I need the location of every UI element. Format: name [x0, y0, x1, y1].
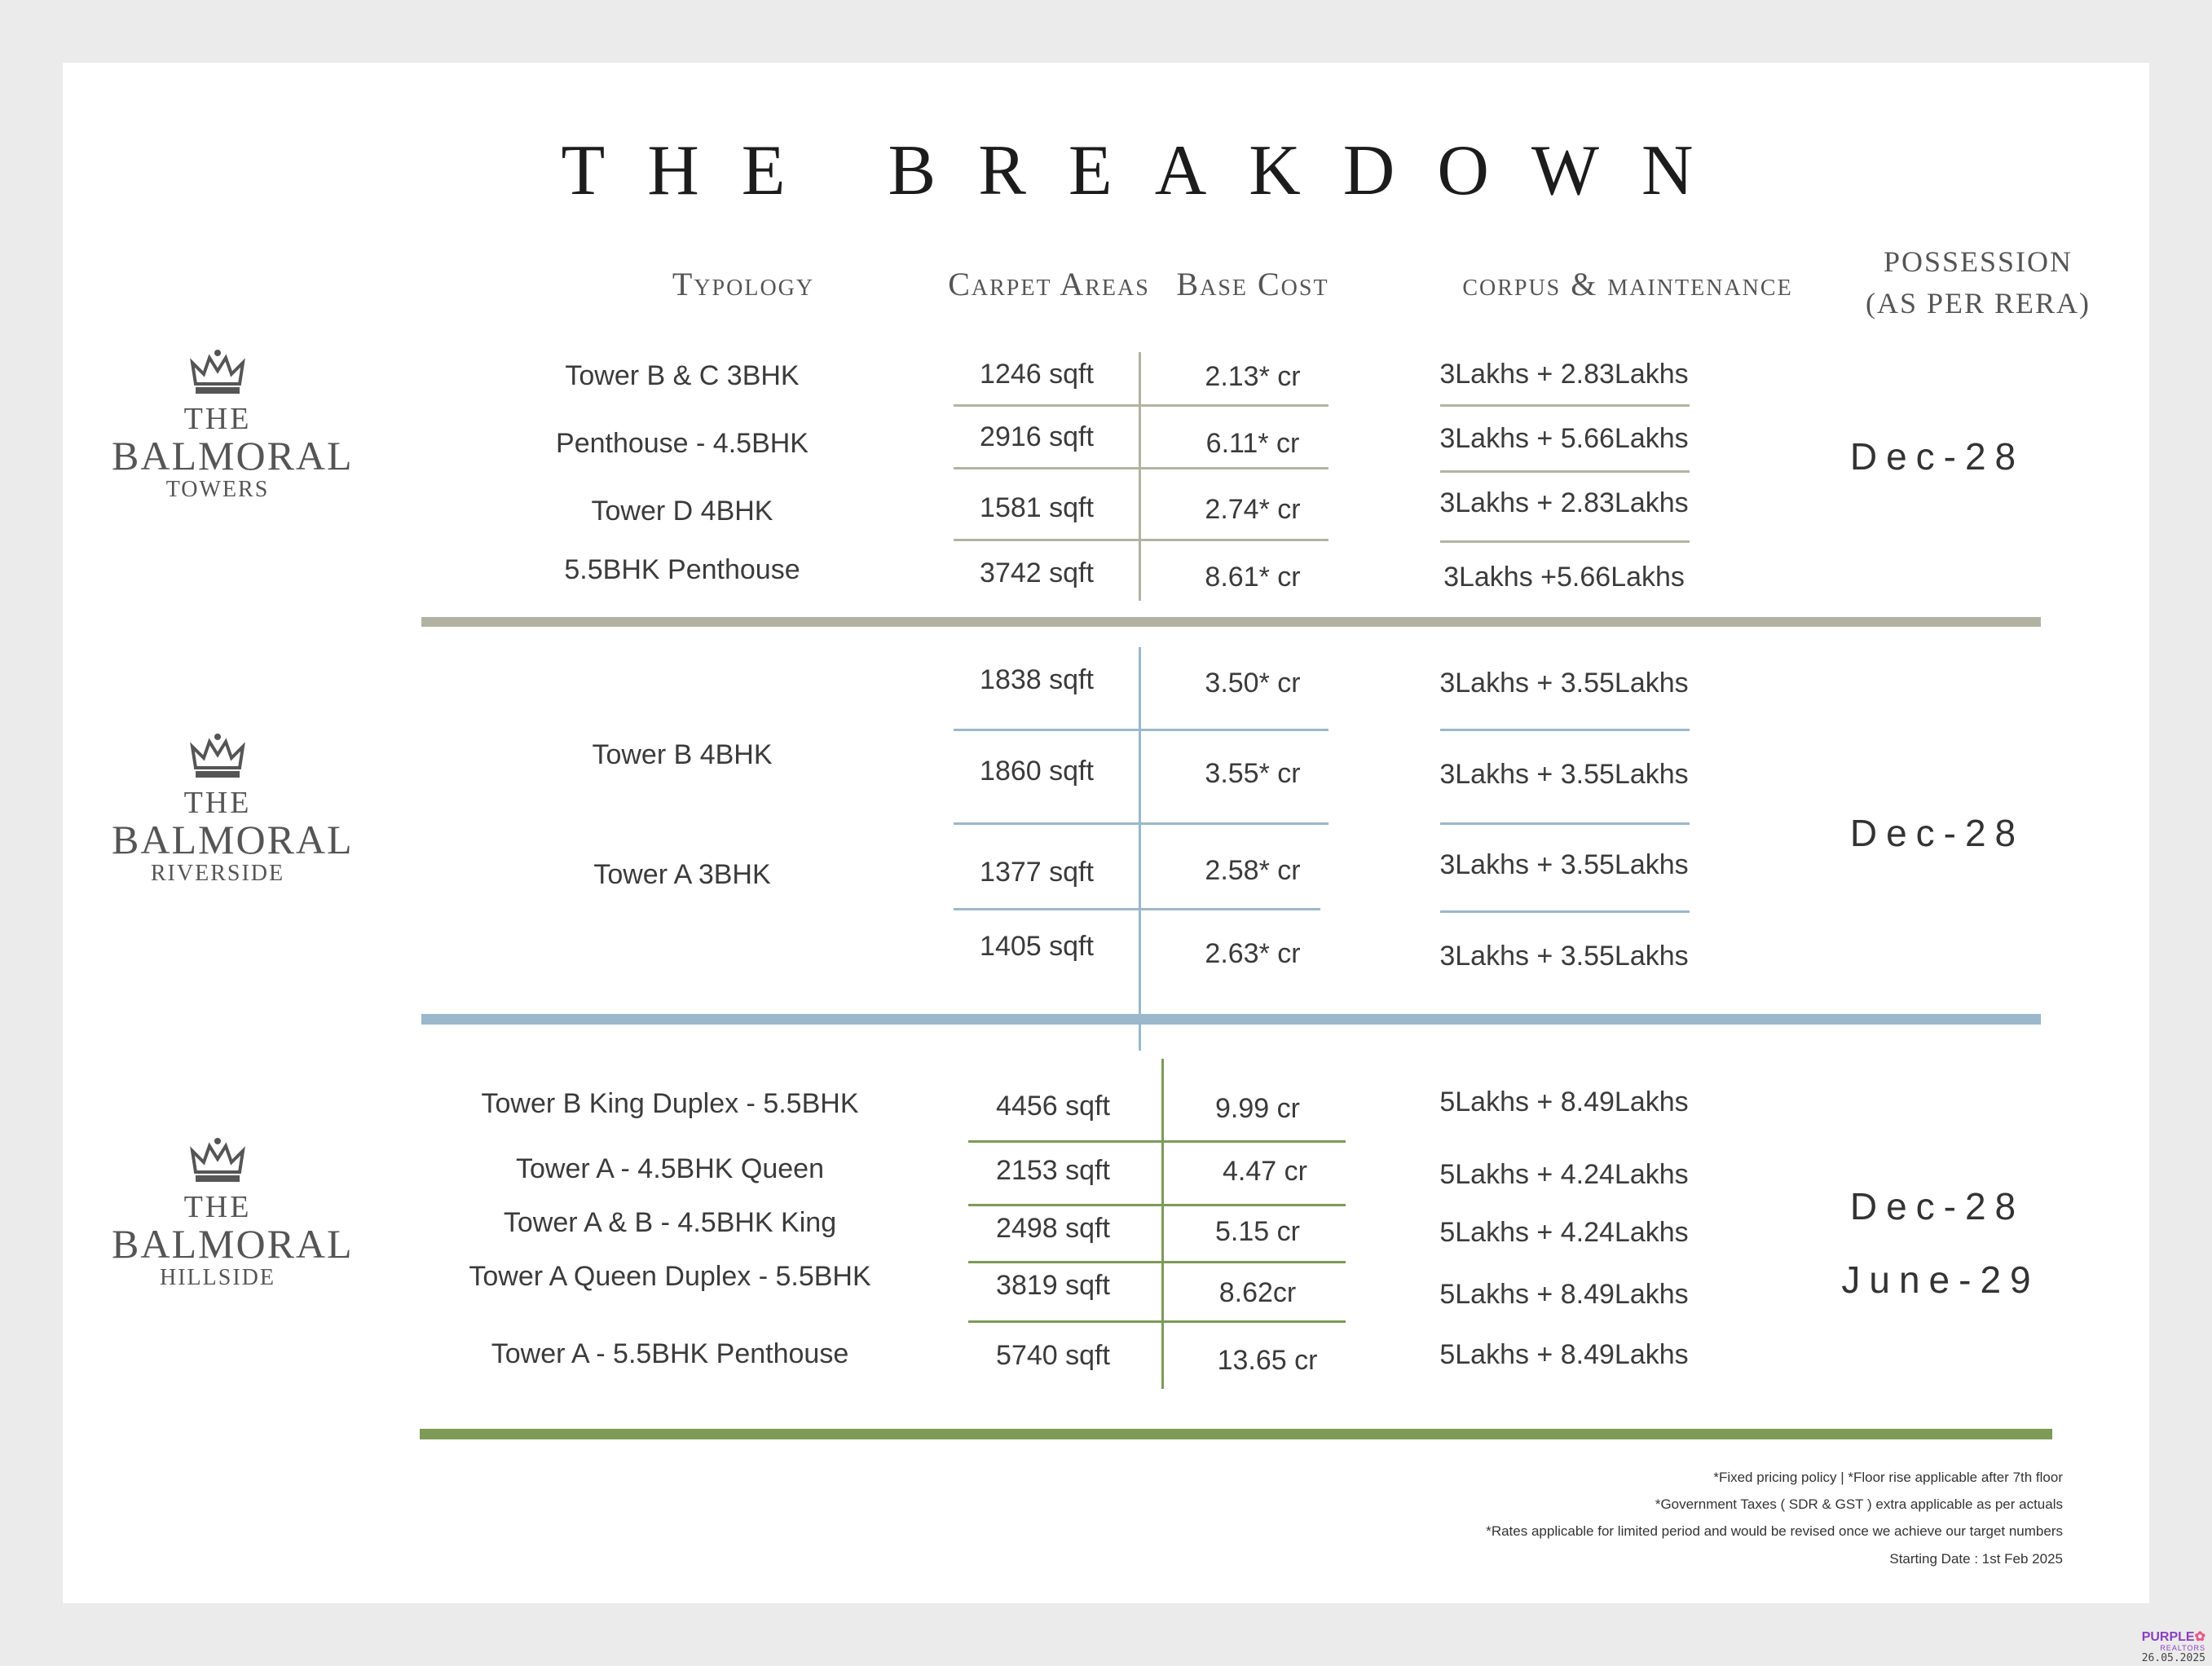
typology-item: 5.5BHK Penthouse — [564, 554, 800, 585]
grid-line — [1440, 470, 1690, 473]
typology-item: Tower A - 5.5BHK Penthouse — [491, 1338, 849, 1369]
typology-item: Tower B 4BHK — [592, 739, 773, 770]
base-cost-cell: 2.63* cr — [1205, 938, 1301, 969]
grid-line — [1440, 910, 1690, 913]
corpus-cell: 3Lakhs + 2.83Lakhs — [1439, 359, 1689, 390]
page-title: THE BREAKDOWN — [561, 131, 1736, 210]
base-cost-cell: 2.58* cr — [1205, 855, 1301, 886]
carpet-area-cell: 3819 sqft — [996, 1270, 1110, 1301]
grid-line — [954, 539, 1329, 541]
header-possession-rera: (AS PER RERA) — [1865, 287, 2091, 320]
grid-line — [1440, 404, 1690, 407]
base-cost-cell: 9.99 cr — [1215, 1093, 1300, 1124]
grid-line — [954, 467, 1329, 469]
typology-item: Tower B & C 3BHK — [565, 360, 800, 391]
section-divider-towers — [421, 617, 2041, 627]
carpet-area-cell: 5740 sqft — [996, 1340, 1110, 1371]
header-base-cost: Base Cost — [1176, 266, 1329, 302]
header-corpus-maintenance: corpus & maintenance — [1462, 266, 1793, 302]
corpus-cell: 5Lakhs + 8.49Lakhs — [1439, 1279, 1689, 1310]
grid-line — [1440, 729, 1690, 731]
typology-item: Tower A 3BHK — [593, 859, 771, 890]
grid-line — [954, 404, 1329, 407]
grid-line — [968, 1140, 1346, 1143]
carpet-area-cell: 1860 sqft — [980, 756, 1094, 787]
grid-line — [968, 1261, 1346, 1263]
typology-item: Penthouse - 4.5BHK — [556, 428, 809, 459]
crown-icon — [189, 1136, 246, 1187]
carpet-area-cell: 1377 sqft — [980, 857, 1094, 888]
possession-date: Dec-28 — [1849, 435, 2025, 478]
watermark-stamp — [2142, 1631, 2205, 1664]
grid-line — [1139, 352, 1141, 601]
logo-balmoral-hillside: THE BALMORAL HILLSIDE — [112, 1136, 324, 1292]
grid-line — [968, 1204, 1346, 1206]
carpet-area-cell: 1405 sqft — [980, 931, 1094, 962]
corpus-cell: 5Lakhs + 8.49Lakhs — [1439, 1339, 1689, 1370]
note-pricing: *Fixed pricing policy | *Floor rise applicable after 7th floor — [1713, 1470, 2063, 1485]
brand-logo: PURPLE✿ — [2141, 1630, 2205, 1644]
corpus-cell: 3Lakhs + 3.55Lakhs — [1439, 941, 1689, 972]
typology-item: Tower D 4BHK — [591, 496, 773, 527]
carpet-area-cell: 1581 sqft — [980, 492, 1094, 523]
flower-icon: ✿ — [2194, 1630, 2205, 1644]
logo-balmoral-towers: THE BALMORAL TOWERS — [112, 348, 324, 504]
base-cost-cell: 3.55* cr — [1205, 758, 1301, 789]
grid-line — [1161, 1059, 1164, 1389]
carpet-area-cell: 2498 sqft — [996, 1213, 1110, 1244]
base-cost-cell: 13.65 cr — [1217, 1345, 1318, 1376]
typology-item: Tower A Queen Duplex - 5.5BHK — [469, 1261, 871, 1292]
corpus-cell: 5Lakhs + 4.24Lakhs — [1439, 1159, 1689, 1190]
breakdown-sheet — [63, 63, 2149, 1603]
base-cost-cell: 8.62cr — [1218, 1277, 1297, 1308]
stamp-date: 26.05.2025 — [2141, 1652, 2205, 1664]
carpet-area-cell: 4456 sqft — [996, 1091, 1110, 1122]
logo-balmoral-riverside: THE BALMORAL RIVERSIDE — [112, 732, 324, 888]
note-rates: *Rates applicable for limited period and would be revised once we achieve our target numbers — [1486, 1523, 2063, 1539]
crown-icon — [189, 348, 246, 399]
base-cost-cell: 3.50* cr — [1205, 668, 1301, 699]
corpus-cell: 5Lakhs + 4.24Lakhs — [1439, 1217, 1689, 1248]
corpus-cell: 3Lakhs + 3.55Lakhs — [1439, 668, 1689, 699]
crown-icon — [189, 732, 246, 782]
grid-line — [954, 908, 1320, 910]
carpet-area-cell: 2153 sqft — [996, 1155, 1110, 1186]
corpus-cell: 3Lakhs + 3.55Lakhs — [1439, 759, 1689, 790]
base-cost-cell: 2.13* cr — [1205, 361, 1301, 392]
header-carpet-areas: Carpet Areas — [948, 266, 1150, 302]
typology-item: Tower B King Duplex - 5.5BHK — [481, 1088, 859, 1119]
note-taxes: *Government Taxes ( SDR & GST ) extra applicable as per actuals — [1655, 1496, 2063, 1512]
header-typology: Typology — [672, 266, 815, 302]
base-cost-cell: 4.47 cr — [1223, 1156, 1307, 1187]
carpet-area-cell: 1246 sqft — [980, 359, 1094, 390]
base-cost-cell: 8.61* cr — [1205, 562, 1301, 593]
carpet-area-cell: 2916 sqft — [980, 421, 1094, 452]
base-cost-cell: 5.15 cr — [1215, 1216, 1300, 1247]
grid-line — [954, 729, 1329, 731]
brand-logo-sub: REALTORS — [2160, 1644, 2205, 1652]
carpet-area-cell: 1838 sqft — [980, 664, 1094, 695]
carpet-area-cell: 3742 sqft — [980, 558, 1094, 588]
grid-line — [954, 822, 1329, 825]
possession-date: Dec-28 — [1849, 812, 2025, 854]
base-cost-cell: 6.11* cr — [1205, 428, 1300, 459]
grid-line — [1440, 540, 1690, 543]
header-possession: POSSESSION — [1883, 245, 2073, 278]
corpus-cell: 3Lakhs +5.66Lakhs — [1443, 562, 1685, 593]
corpus-cell: 5Lakhs + 8.49Lakhs — [1439, 1086, 1689, 1117]
typology-item: Tower A - 4.5BHK Queen — [516, 1153, 824, 1184]
corpus-cell: 3Lakhs + 5.66Lakhs — [1439, 423, 1689, 454]
grid-line — [1139, 647, 1141, 1051]
grid-line — [1440, 822, 1690, 825]
section-divider-riverside — [421, 1014, 2041, 1025]
possession-date: June-29 — [1841, 1258, 2040, 1301]
possession-date: Dec-28 — [1849, 1185, 2025, 1227]
corpus-cell: 3Lakhs + 2.83Lakhs — [1439, 487, 1689, 518]
section-divider-hillside — [420, 1429, 2052, 1439]
note-start-date: Starting Date : 1st Feb 2025 — [1889, 1551, 2063, 1567]
typology-item: Tower A & B - 4.5BHK King — [503, 1207, 837, 1238]
corpus-cell: 3Lakhs + 3.55Lakhs — [1439, 849, 1689, 880]
base-cost-cell: 2.74* cr — [1205, 494, 1301, 525]
grid-line — [968, 1320, 1346, 1323]
